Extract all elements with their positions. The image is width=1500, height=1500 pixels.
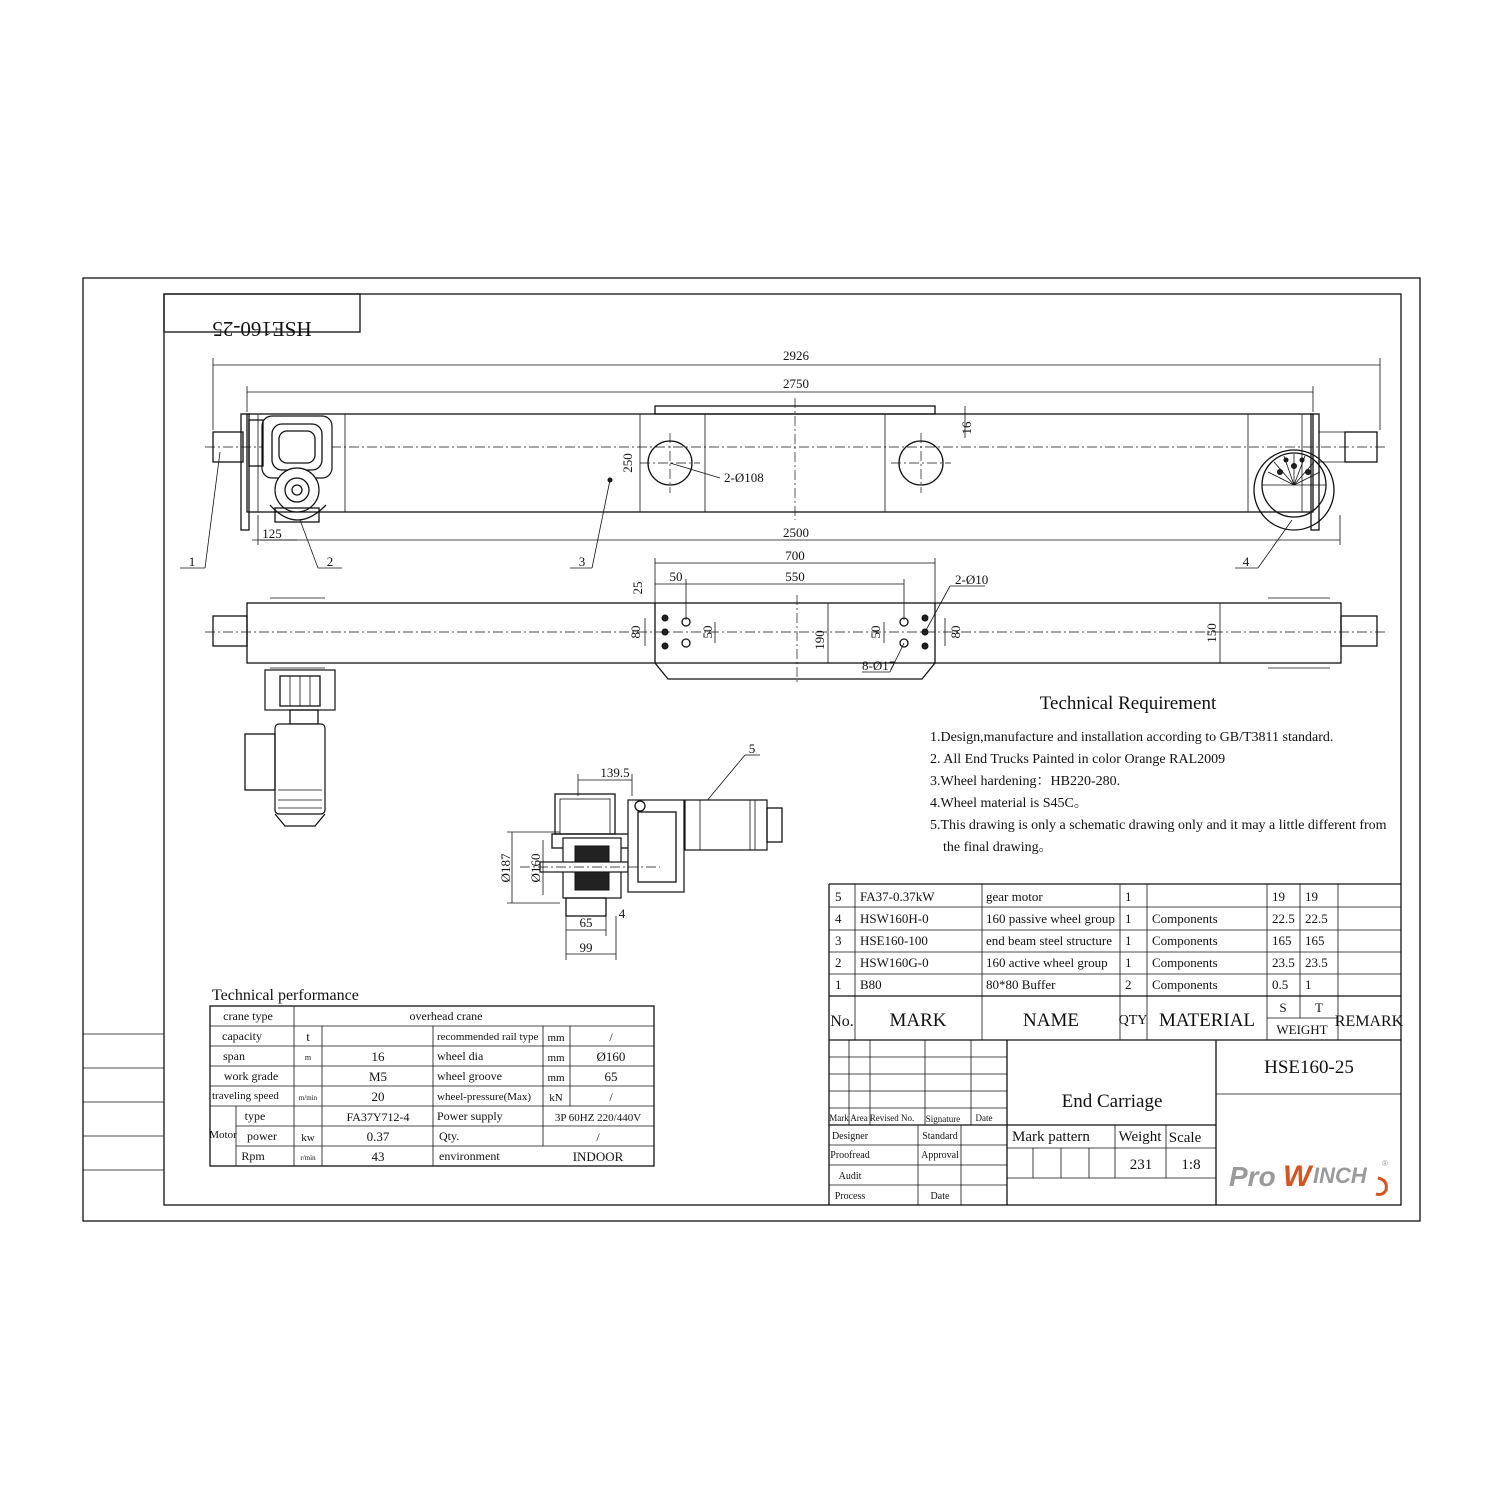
balloon-1: 1 [188, 554, 196, 569]
hook-icon [1376, 1178, 1386, 1195]
bom-name: end beam steel structure [986, 933, 1112, 948]
dim-700: 700 [785, 548, 805, 563]
bom-t: 165 [1305, 933, 1325, 948]
bom-h-remark: REMARK [1334, 1013, 1404, 1030]
bom-qty: 1 [1125, 889, 1132, 904]
bom-name: 160 passive wheel group [986, 911, 1115, 926]
bom-h-qty: QTY [1118, 1013, 1148, 1028]
dim-80-right: 80 [948, 625, 963, 639]
bom-material: Components [1152, 977, 1218, 992]
balloon-5: 5 [748, 741, 756, 756]
perf-power-value: 0.37 [366, 1129, 390, 1144]
prowinch-logo [1229, 1159, 1388, 1195]
tb-scale-value: 1:8 [1181, 1157, 1201, 1173]
perf-speed-label: traveling speed [212, 1090, 279, 1102]
bom-h-name: NAME [1023, 1010, 1079, 1031]
perf-groove-unit: mm [547, 1072, 565, 1084]
bom-material: Components [1152, 911, 1218, 926]
dim-550: 550 [785, 569, 805, 584]
dim-50-right: 50 [868, 625, 883, 639]
tech-req-line-3: 3.Wheel hardening：HB220-280. [930, 774, 1121, 789]
tb-standard: Standard [922, 1131, 958, 1142]
perf-span-label: span [223, 1049, 245, 1063]
perf-rail-value: / [609, 1030, 613, 1044]
perf-rpm-value: 43 [371, 1149, 385, 1164]
bom-h-no: No. [830, 1013, 854, 1030]
perf-wheel-dia-value: Ø160 [596, 1049, 626, 1064]
part-name: End Carriage [1061, 1091, 1163, 1112]
tech-req-line-4: 4.Wheel material is S45C。 [930, 796, 1088, 811]
tech-req-line-2: 2. All End Trucks Painted in color Orange RAL2009 [930, 752, 1226, 767]
hole-2-108: 2-Ø108 [724, 470, 764, 485]
perf-motor-label: Motor [209, 1129, 237, 1141]
logo-reg: ® [1382, 1159, 1388, 1168]
bom-h-s: S [1279, 1000, 1287, 1015]
bom-mark: B80 [860, 977, 882, 992]
tb-h-signature: Signature [925, 1114, 961, 1124]
bom-s: 165 [1272, 933, 1292, 948]
perf-grade-label: work grade [223, 1069, 279, 1083]
logo-inch: INCH [1313, 1163, 1367, 1188]
tb-scale-label: Scale [1168, 1130, 1202, 1146]
tb-designer: Designer [831, 1131, 869, 1142]
bom-row-2 [835, 955, 1328, 970]
perf-pressure-label: wheel-pressure(Max) [437, 1091, 532, 1103]
bom-mark: FA37-0.37kW [860, 889, 935, 904]
bom-name: gear motor [986, 889, 1043, 904]
bom-h-weight: WEIGHT [1276, 1022, 1328, 1037]
bom-qty: 1 [1125, 911, 1132, 926]
perf-pressure-value: / [609, 1090, 613, 1104]
perf-rail-label: recommended rail type [437, 1031, 539, 1043]
perf-rpm-unit: r/min [300, 1154, 316, 1162]
hole-8-17: 8-Ø17 [862, 658, 896, 673]
tb-h-mark: Mark [829, 1113, 849, 1123]
bom-name: 160 active wheel group [986, 955, 1108, 970]
tb-mark-pattern: Mark pattern [1012, 1129, 1090, 1145]
dim-2926: 2926 [783, 348, 809, 363]
tb-audit: Audit [838, 1171, 862, 1182]
tb-date: Date [930, 1191, 950, 1202]
drawing-number: HSE160-25 [1264, 1057, 1354, 1078]
bom-mark: HSW160G-0 [860, 955, 929, 970]
perf-title: Technical performance [212, 987, 359, 1004]
balloon-2: 2 [326, 554, 334, 569]
bom-material: Components [1152, 955, 1218, 970]
perf-power-label: power [247, 1129, 277, 1143]
margin-strips [83, 1034, 164, 1170]
bom-t: 22.5 [1305, 911, 1328, 926]
bom-header [830, 1000, 1403, 1037]
dim-190: 190 [812, 630, 827, 650]
logo-w: W [1283, 1160, 1312, 1193]
tech-req-line-1: 1.Design,manufacture and installation according to GB/T3811 standard. [930, 730, 1334, 745]
bom-qty: 1 [1125, 955, 1132, 970]
perf-crane-type-label: crane type [223, 1009, 273, 1023]
tb-process: Process [834, 1191, 866, 1202]
bom-t: 23.5 [1305, 955, 1328, 970]
top-dims [645, 558, 1220, 672]
dim-150: 150 [1204, 623, 1219, 643]
perf-groove-value: 65 [604, 1069, 618, 1084]
perf-crane-type-value: overhead crane [409, 1009, 483, 1023]
bom-no: 1 [835, 977, 842, 992]
perf-capacity-unit: t [306, 1029, 310, 1044]
section-view [520, 794, 782, 916]
bom-qty: 2 [1125, 977, 1132, 992]
hole-2-10: 2-Ø10 [955, 572, 989, 587]
dim-50-left: 50 [700, 625, 715, 639]
bom-no: 5 [835, 889, 842, 904]
perf-wheel-dia-label: wheel dia [437, 1049, 484, 1063]
perf-grade-value: M5 [368, 1069, 388, 1084]
perf-span-value: 16 [371, 1049, 385, 1064]
bom-mark: HSE160-100 [860, 933, 928, 948]
perf-supply-label: Power supply [437, 1109, 503, 1123]
bom-s: 23.5 [1272, 955, 1295, 970]
dim-99: 99 [579, 940, 593, 955]
perf-type-label: type [244, 1109, 266, 1123]
perf-qty-label: Qty. [439, 1129, 460, 1143]
bom-row-5 [835, 889, 1318, 904]
tb-h-area: Area [850, 1113, 868, 1123]
bom-s: 19 [1272, 889, 1285, 904]
bom-t: 1 [1305, 977, 1312, 992]
tb-h-date: Date [975, 1113, 993, 1123]
perf-span-unit: m [304, 1053, 312, 1062]
tb-approval: Approval [921, 1150, 959, 1161]
front-view [205, 398, 1385, 530]
perf-env-value: INDOOR [572, 1149, 624, 1164]
perf-wheel-dia-unit: mm [547, 1052, 565, 1064]
tech-req-line-6: the final drawing。 [943, 840, 1053, 855]
perf-power-unit: kw [301, 1132, 315, 1144]
dim-80-left: 80 [628, 625, 643, 639]
dim-50-top: 50 [669, 569, 683, 584]
tb-proofread: Proofread [830, 1150, 870, 1161]
bom-row-4 [835, 911, 1328, 926]
bom-no: 4 [835, 911, 842, 926]
perf-speed-value: 20 [371, 1089, 385, 1104]
perf-supply-value: 3P 60HZ 220/440V [554, 1112, 642, 1124]
bom-h-mark: MARK [889, 1010, 947, 1031]
perf-capacity-label: capacity [222, 1029, 262, 1043]
perf-groove-label: wheel groove [437, 1069, 502, 1083]
logo-pro: Pro [1229, 1161, 1276, 1192]
dim-160: Ø160 [528, 853, 543, 883]
tb-weight-label: Weight [1118, 1129, 1162, 1145]
tb-weight-value: 231 [1129, 1157, 1153, 1173]
bom-h-material: MATERIAL [1158, 1010, 1256, 1031]
bom-row-1 [835, 977, 1312, 992]
dim-4: 4 [618, 906, 626, 921]
perf-env-label: environment [439, 1149, 500, 1163]
perf-type-value: FA37Y712-4 [346, 1110, 410, 1124]
bom-no: 3 [835, 933, 842, 948]
dim-125: 125 [262, 526, 282, 541]
bom-s: 0.5 [1272, 977, 1289, 992]
dim-139-5: 139.5 [600, 765, 630, 780]
dim-25: 25 [630, 581, 645, 595]
balloon-3: 3 [578, 554, 586, 569]
bom-row-3 [835, 933, 1325, 948]
bom-h-t: T [1315, 1000, 1323, 1015]
leaders [180, 452, 1292, 803]
tech-req-title: Technical Requirement [1039, 693, 1217, 714]
dim-16: 16 [959, 421, 974, 435]
balloon-4: 4 [1242, 554, 1250, 569]
bom-no: 2 [835, 955, 842, 970]
tech-req-line-5: 5.This drawing is only a schematic drawing only and it may a little different from [930, 818, 1387, 833]
mirrored-drawing-code: HSE160-25 [212, 317, 312, 341]
bom-t: 19 [1305, 889, 1318, 904]
bom-material: Components [1152, 933, 1218, 948]
perf-rpm-label: Rpm [241, 1149, 265, 1163]
tb-h-revised: Revised No. [869, 1113, 915, 1123]
perf-speed-unit: m/min [298, 1094, 318, 1102]
dim-2750: 2750 [783, 376, 809, 391]
perf-qty-value: / [596, 1130, 600, 1144]
dim-250: 250 [620, 453, 635, 473]
perf-pressure-unit: kN [549, 1092, 563, 1104]
perf-rail-unit: mm [547, 1032, 565, 1044]
dim-187: Ø187 [498, 853, 513, 883]
dim-2500: 2500 [783, 525, 809, 540]
bom-name: 80*80 Buffer [986, 977, 1056, 992]
bom-qty: 1 [1125, 933, 1132, 948]
bom-s: 22.5 [1272, 911, 1295, 926]
dim-65: 65 [579, 915, 593, 930]
bom-mark: HSW160H-0 [860, 911, 929, 926]
